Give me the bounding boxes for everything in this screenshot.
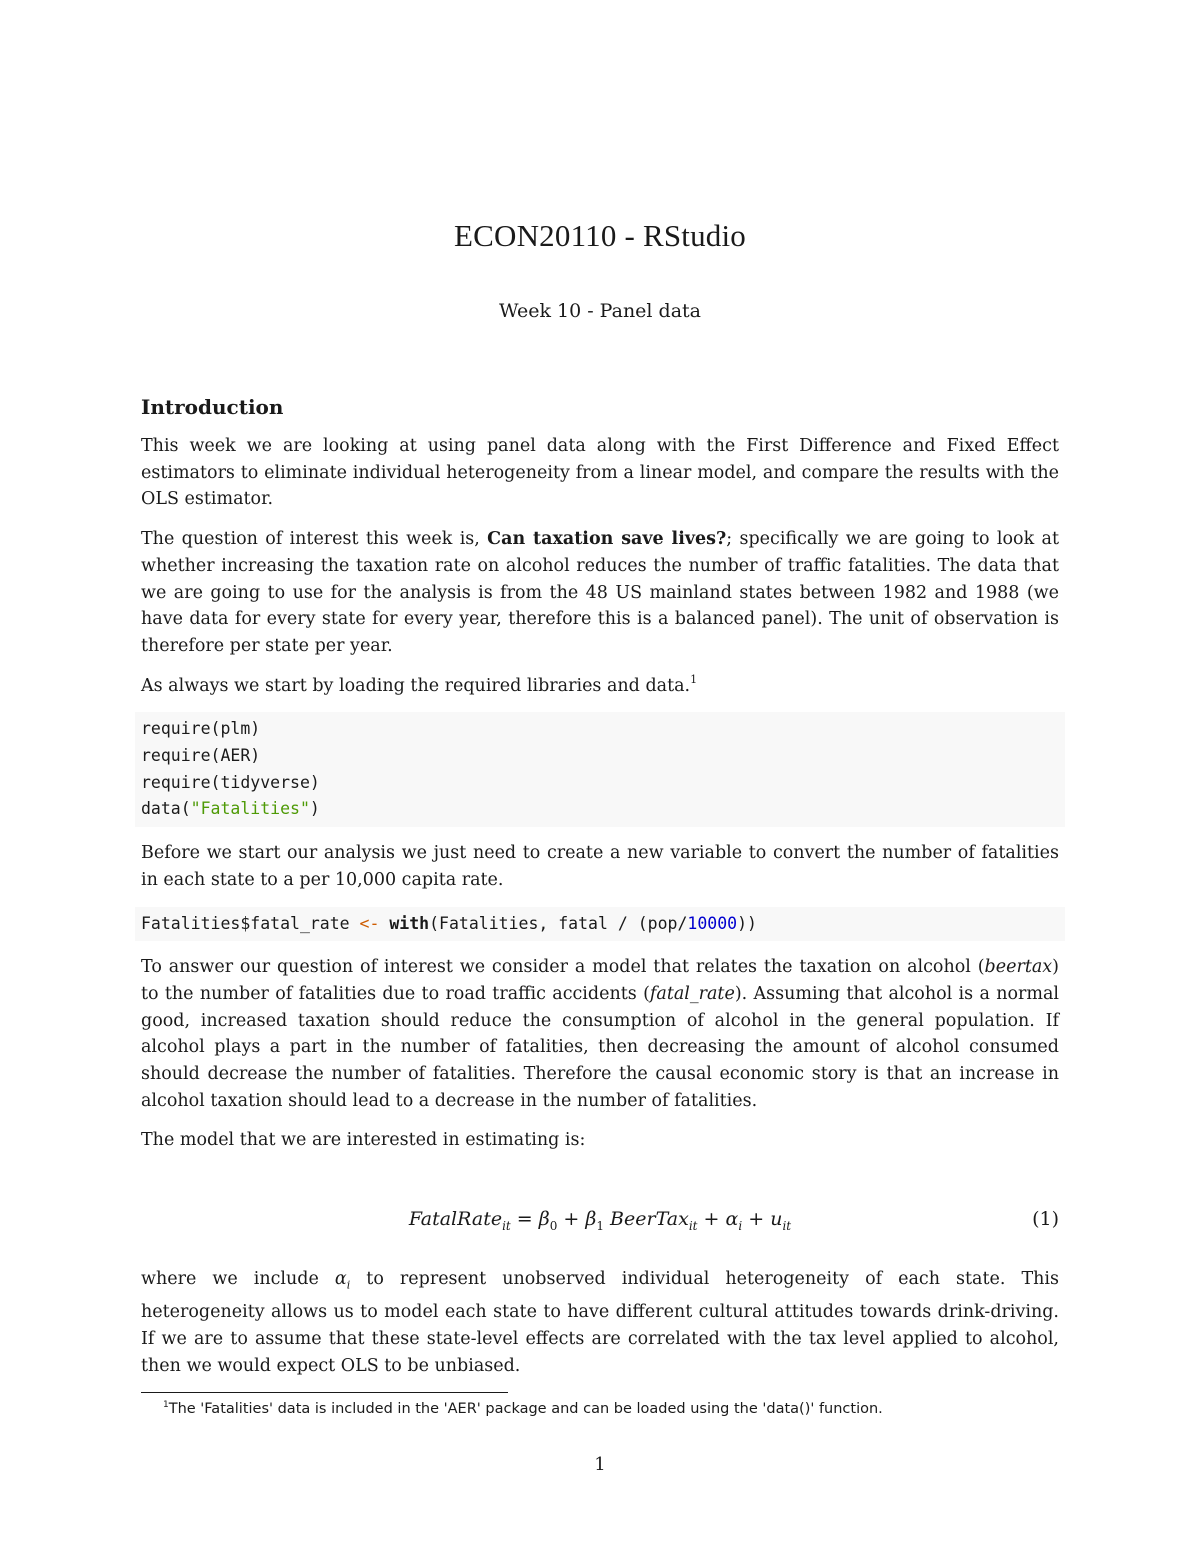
code-punct: )	[309, 799, 320, 819]
code-args: (Fatalities, fatal / (pop/	[429, 913, 688, 933]
code-line	[141, 799, 320, 818]
code-string: "Fatalities"	[190, 799, 310, 819]
eq-sub: it	[688, 1218, 698, 1233]
code-assign-target: Fatalities$fatal_rate	[141, 913, 360, 933]
load-paragraph	[141, 673, 1059, 700]
code-block-fatal-rate	[135, 907, 1065, 942]
eq-operator: +	[557, 1208, 586, 1231]
interest-paragraph: The model that we are interested in estimating is:	[141, 1130, 586, 1151]
model-text: ) to the number of fatalities due to road traffic accidents (	[141, 957, 1059, 1004]
document-body	[141, 393, 1059, 1419]
eq-term: β	[585, 1208, 597, 1231]
model-text: ). Assuming that alcohol is a normal good, increased taxation should reduce the consumption of alcohol in the general population. If alcohol plays a part in the number of fatalities, then decreasing the amount of alcohol consumed should decrease the number of fatalities. Therefore the causal economic story is that an increase in alcohol taxation should lead to a decrease in the number of fatalities.	[141, 983, 1059, 1111]
code-line: require(plm)	[141, 719, 261, 739]
intro-paragraph: This week we are looking at using panel data along with the First Difference and Fixed Effect estimators to eliminate individual heterogeneity from a linear model, and compare the results with the OLS estimator.	[141, 436, 1059, 510]
eq-sub: i	[738, 1218, 743, 1233]
eq-sub: it	[782, 1218, 792, 1233]
question-paragraph	[141, 526, 1059, 660]
where-paragraph	[141, 1266, 1059, 1379]
footnote	[141, 1399, 1059, 1419]
code-line: require(tidyverse)	[141, 772, 320, 792]
question-of-interest: Can taxation save lives?	[487, 529, 727, 550]
model-paragraph	[141, 954, 1059, 1114]
footnote-mark: 1	[163, 1400, 169, 1411]
eq-sub: 1	[596, 1218, 605, 1233]
code-number: 10000	[687, 913, 738, 933]
eq-term: β	[538, 1208, 550, 1231]
where-text: where we include	[141, 1269, 335, 1290]
eq-term: FatalRate	[408, 1208, 503, 1231]
footnote-reference[interactable]: 1	[690, 672, 698, 686]
code-operator: <-	[359, 913, 380, 933]
document-title: ECON20110 - RStudio	[453, 218, 746, 253]
eq-term: BeerTax	[604, 1208, 689, 1231]
equation-body	[141, 1206, 1059, 1240]
code-function: data(	[141, 799, 191, 819]
code-punct: ))	[737, 913, 757, 933]
eq-sub: it	[502, 1218, 511, 1233]
variable-beertax: beertax	[984, 957, 1053, 978]
code-line: require(AER)	[141, 746, 261, 766]
page-number: 1	[594, 1454, 606, 1475]
eq-operator: =	[510, 1208, 539, 1231]
code-function: with	[389, 913, 430, 933]
footnote-text: The 'Fatalities' data is included in the 'AER' package and can be loaded using the 'data()' function.	[168, 1401, 883, 1418]
equation-number: (1)	[1032, 1208, 1059, 1231]
eq-sub: 0	[549, 1218, 558, 1233]
load-text: As always we start by loading the required libraries and data.	[141, 675, 691, 696]
code-space	[379, 914, 389, 933]
eq-operator: +	[742, 1208, 771, 1231]
equation-1	[141, 1192, 1059, 1246]
where-text: to represent unobserved individual heterogeneity of each state. This heterogeneity allows us to model each state to have different cultural attitudes towards drink-driving. If we are to assume that these state-level effects are correlated with the tax level applied to alcohol, then we would expect OLS to be unbiased.	[141, 1269, 1059, 1376]
footnote-divider	[141, 1392, 508, 1393]
alpha-subscript: i	[346, 1278, 351, 1292]
eq-operator: +	[697, 1208, 726, 1231]
question-text-lead: The question of interest this week is,	[141, 529, 488, 550]
document-subtitle: Week 10 - Panel data	[498, 300, 701, 322]
alpha-symbol: α	[334, 1269, 347, 1290]
question-text-rest: ; specifically we are going to look at whether increasing the taxation rate on alcohol reduces the number of traffic fatalities. The data that we are going to use for the analysis is from the 48 US mainland states between 1982 and 1988 (we have data for every state for every year, therefore this is a balanced panel). The unit of observation is therefore per state per year.	[141, 529, 1059, 656]
code-block-load	[135, 712, 1065, 827]
convert-paragraph: Before we start our analysis we just need to create a new variable to convert the number of fatalities in each state to a per 10,000 capita rate.	[141, 843, 1059, 890]
eq-term: u	[770, 1208, 783, 1231]
model-text: To answer our question of interest we consider a model that relates the taxation on alcohol (	[141, 957, 985, 978]
section-heading-introduction: Introduction	[141, 395, 284, 419]
variable-fatal-rate: fatal_rate	[649, 983, 735, 1004]
eq-term: α	[725, 1208, 739, 1231]
